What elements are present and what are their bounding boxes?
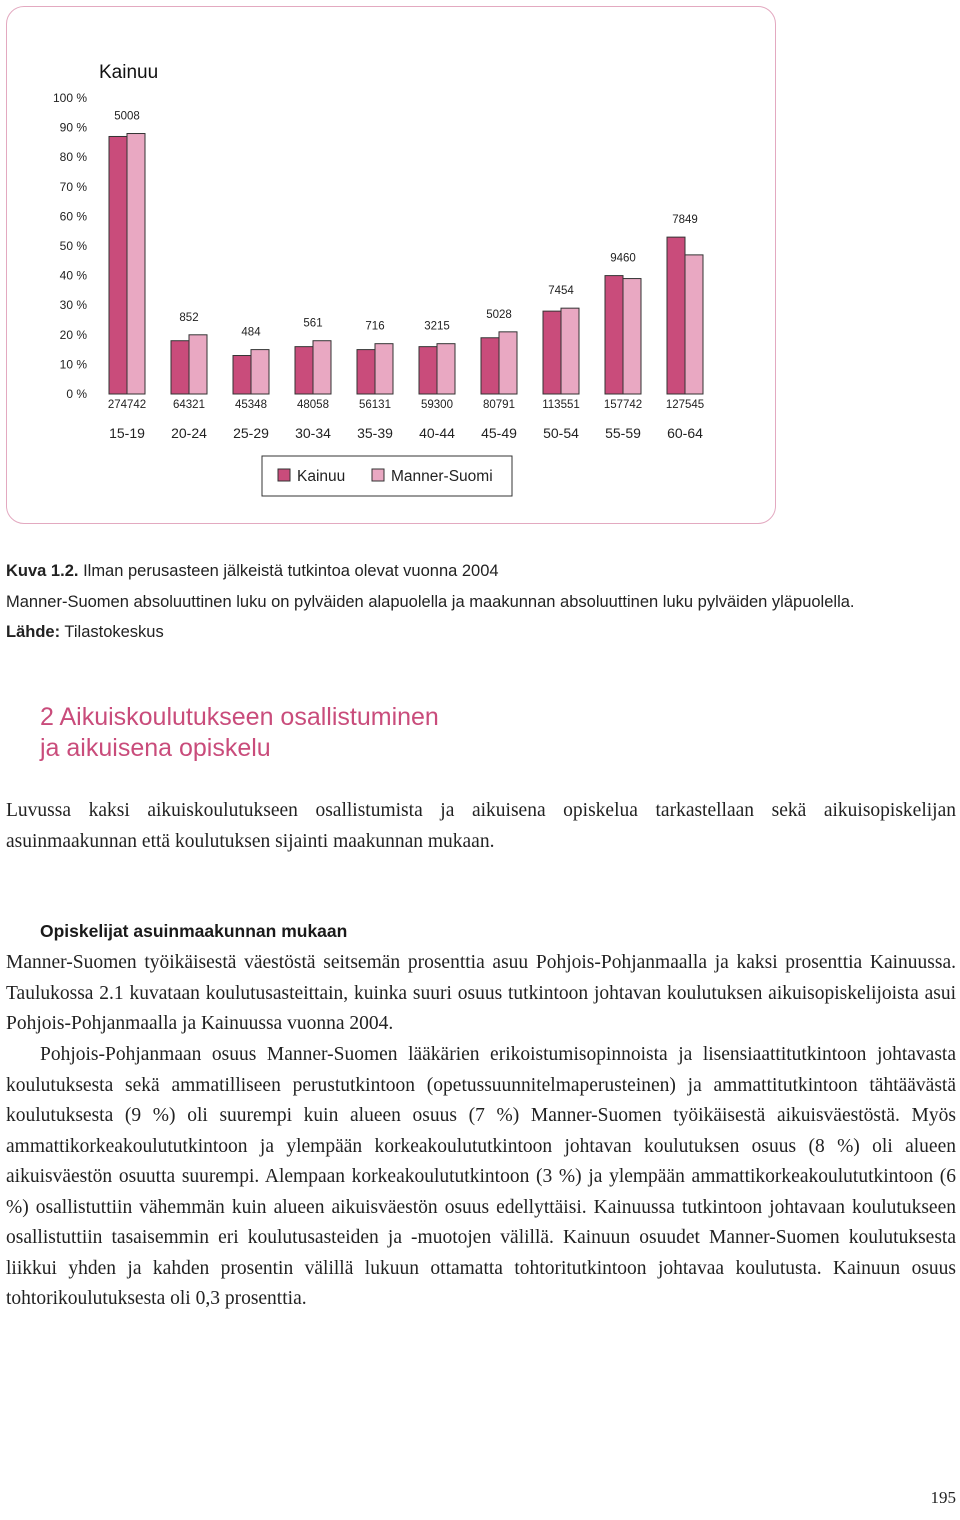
x-tick-label: 25-29 [233,425,269,441]
bar-manner-suomi [685,255,703,394]
y-tick-label: 80 % [59,150,87,165]
bar-label-below: 127545 [665,399,705,411]
bar-label-above: 7454 [548,285,574,298]
bar-label-above: 852 [179,311,199,324]
legend-label: Manner-Suomi [391,468,493,485]
bar-label-above: 5008 [114,110,140,123]
bar-kainuu [543,311,561,394]
x-tick-label: 60-64 [667,425,703,441]
bar-label-above: 7849 [672,214,698,227]
bar-label-below: 56131 [359,399,391,411]
y-tick-label: 70 % [59,179,87,194]
body-paragraph-1: Manner-Suomen työikäisestä väestöstä seitsemän prosenttia asuu Pohjois-Pohjanmaalla ja kaksi prosenttia Kainuussa. Taulukossa 2.1 kuvataan koulutusasteittain, kuinka suuri osuus tutkintoon johtavan koulutuksen aikuisopiskelijoista asui Pohjois-Pohjanmaalla ja Kainuussa vuonna 2004. [6,952,956,1034]
bar-manner-suomi [623,279,641,394]
y-tick-label: 40 % [59,268,87,283]
bar-label-below: 64321 [173,399,205,411]
legend-swatch [278,469,290,481]
bar-kainuu [109,136,127,394]
x-tick-label: 40-44 [419,425,455,441]
bar-kainuu [357,350,375,394]
bar-manner-suomi [251,350,269,394]
section-heading-line-1: 2 Aikuiskoulutukseen osallistuminen [40,703,439,731]
bar-label-below: 113551 [542,399,580,411]
bar-kainuu [295,347,313,394]
caption-title: Ilman perusasteen jälkeistä tutkintoa olevat vuonna 2004 [83,562,499,580]
bar-label-below: 274742 [107,399,147,411]
bar-label-below: 80791 [483,399,515,411]
y-tick-label: 0 % [66,387,87,401]
caption-line-2: Manner-Suomen absoluuttinen luku on pylväiden alapuolella ja maakunnan absoluuttinen luku pylväiden yläpuolella. [6,592,855,611]
bar-kainuu [667,237,685,394]
y-tick-label: 60 % [59,209,87,224]
bar-label-below: 48058 [297,399,329,411]
x-tick-label: 15-19 [109,425,145,441]
bar-label-below: 59300 [421,399,453,411]
bar-manner-suomi [189,335,207,394]
y-tick-label: 50 % [59,239,87,253]
bar-chart [0,0,960,540]
y-tick-label: 20 % [59,327,87,342]
caption-source-value: Tilastokeskus [64,623,164,641]
bar-label-above: 484 [241,326,261,339]
bar-manner-suomi [561,308,579,394]
bar-label-above: 561 [303,317,323,330]
bar-kainuu [605,276,623,394]
bar-label-below: 157742 [603,399,643,411]
x-tick-label: 45-49 [481,425,517,441]
caption-line-1 [6,556,956,587]
x-tick-label: 50-54 [543,425,579,441]
x-tick-label: 20-24 [171,425,207,441]
bar-label-above: 5028 [486,308,512,321]
x-tick-label: 30-34 [295,425,331,441]
bar-manner-suomi [313,341,331,394]
legend-label: Kainuu [297,468,346,485]
x-tick-label: 35-39 [357,425,393,441]
y-tick-label: 30 % [59,298,87,313]
bar-kainuu [171,341,189,394]
section-heading [40,702,439,764]
subsection-heading: Opiskelijat asuinmaakunnan mukaan [40,921,348,941]
bar-kainuu [419,347,437,394]
bar-kainuu [233,356,251,394]
intro-paragraph: Luvussa kaksi aikuiskoulutukseen osallistumista ja aikuisena opiskelua tarkastellaan sekä aikuisopiskelijan asuinmaakunnan että koulutuksen sijainti maakunnan mukaan. [6,800,956,852]
bar-manner-suomi [499,332,517,394]
bar-kainuu [481,338,499,394]
caption-source-label: Lähde: [6,623,61,641]
caption-source [6,617,956,648]
section-heading-line-2: ja aikuisena opiskelu [40,734,271,762]
figure-caption [6,556,956,648]
x-tick-label: 55-59 [605,425,641,441]
bar-manner-suomi [375,344,393,394]
bar-manner-suomi [437,344,455,394]
caption-label: Kuva 1.2. [6,562,79,580]
bar-label-above: 9460 [610,252,636,265]
bar-label-above: 3215 [424,320,450,333]
y-tick-label: 90 % [59,120,87,135]
page-number: 195 [930,1488,956,1507]
bar-manner-suomi [127,134,145,394]
chart-title: Kainuu [99,62,159,83]
y-tick-label: 10 % [59,357,87,372]
y-tick-label: 100 % [52,91,87,105]
bar-label-above: 716 [365,320,385,333]
bar-label-below: 45348 [235,399,267,411]
legend-swatch [372,469,384,481]
body-paragraph-2: Pohjois-Pohjanmaan osuus Manner-Suomen lääkärien erikoistumisopinnoista ja lisensiaattitutkintoon johtavasta koulutuksesta sekä ammatilliseen perustutkintoon (opetussuunnitelmaperusteinen) ja ammattitutkintoon tähtäävästä koulutuksesta (9 %) oli suurempi kuin alueen osuus (7 %) Manner-Suomen työikäisestä aikuisväestöstä. Myös ammattikorkeakoulututkintoon ja ylempään korkeakoulututkintoon johtavan koulutuksen osuus (8 %) oli alueen aikuisväestön osuutta suurempi. Alempaan korkeakoulututkintoon (3 %) ja ylempään ammattikorkeakoulututkintoon (6 %) osallistuttiin vähemmän kuin alueen aikuisväestön osuus edellyttäisi. Kainuussa tutkintoon johtavaan koulutukseen osallistuttiin tasaisemmin eri koulutusasteiden ja -muotojen välillä. Kainuun osuudet Manner-Suomen koulutuksesta liikkui yhden ja kahden prosentin välillä lukuun ottamatta tohtoritutkintoon johtavaa koulutusta. Kainuun osuus tohtorikoulutuksesta oli 0,3 prosenttia. [6,1044,956,1309]
